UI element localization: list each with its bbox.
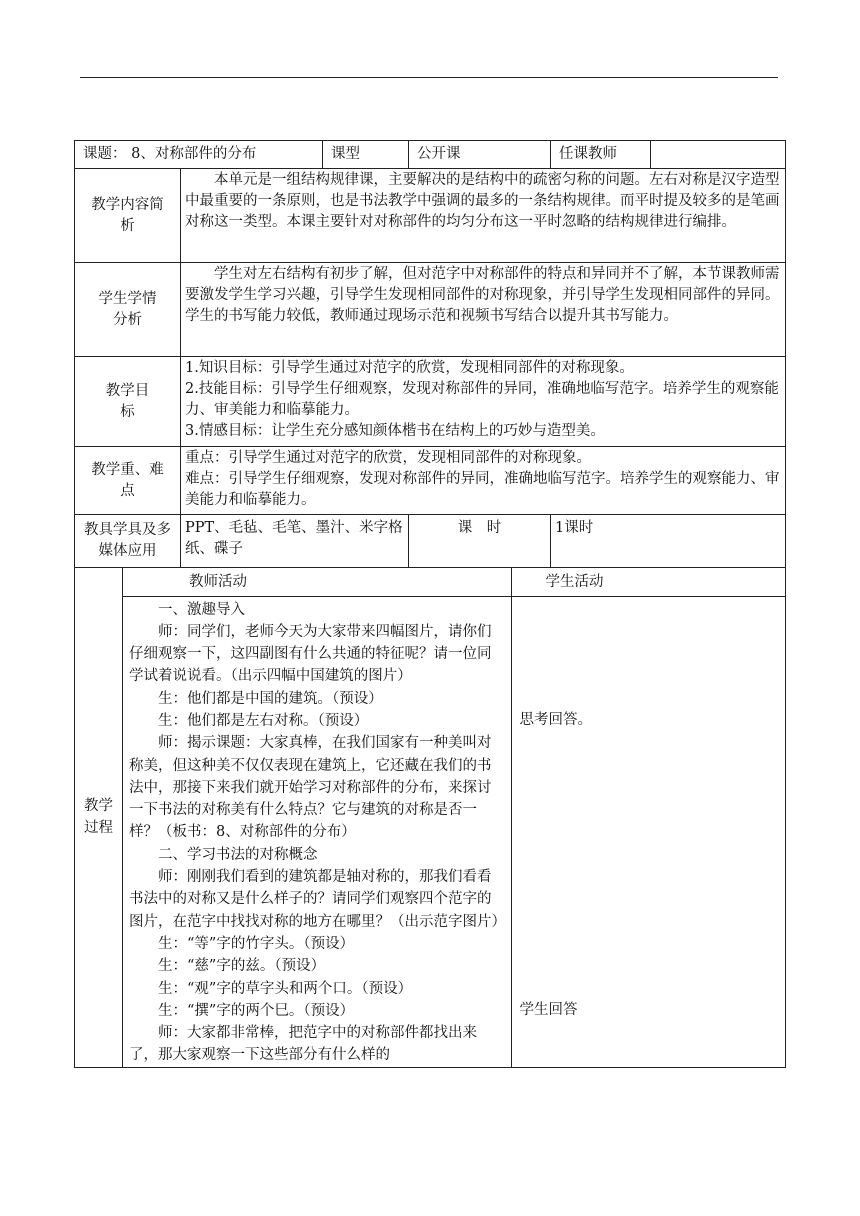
- student-answer: 学生回答: [519, 1001, 578, 1018]
- lesson-plan-table: [74, 140, 786, 1068]
- teacher-paragraph: 生：“等”字的竹字头。（预设）: [158, 935, 355, 952]
- teacher-paragraph: 师：刚刚我们看到的建筑都是轴对称的，那我们看看书法中的对称又是什么样子的？请同学们观察四个范字的图片，在范字中找找对称的地方在哪里？（出示范字图片）: [129, 869, 506, 930]
- key-points-cell: [181, 447, 786, 515]
- student-answer: 思考回答。: [519, 711, 592, 728]
- objective-item: 1.知识目标：引导学生通过对范字的欣赏，发现相同部件的对称现象。: [185, 360, 634, 376]
- process-inner-table: [123, 568, 785, 1067]
- materials-label: 教具学具及多媒体应用: [75, 515, 181, 568]
- process-label: 教学过程: [75, 568, 123, 1068]
- objective-item: 3.情感目标：让学生充分感知颜体楷书在结构上的巧妙与造型美。: [185, 423, 605, 439]
- content-analysis-text: 本单元是一组结构规律课，主要解决的是结构中的疏密匀称的问题。左右对称是汉字造型中最重要的一条原则，也是书法教学中强调的最多的一条结构规律。而平时提及较多的是笔画对称这一类型。本课主要针对对称部件的均匀分布这一平时忽略的结构规律进行编排。: [181, 169, 786, 263]
- process-content-row: [123, 596, 785, 1067]
- objective-item: 2.技能目标：引导学生仔细观察，发现对称部件的异同，准确地临写范字。培养学生的观察能力、审美能力和临摹能力。: [185, 381, 779, 418]
- header-rule: [80, 77, 778, 78]
- materials-value: PPT、毛毡、毛笔、墨汁、米字格纸、碟子: [181, 515, 409, 568]
- student-activity-content: [511, 596, 785, 1067]
- difficult-point-text: 难点：引导学生仔细观察，发现对称部件的异同，准确地临写范字。培养学生的观察能力、审美能力和临摹能力。: [185, 471, 780, 508]
- content-analysis-row: [75, 169, 786, 263]
- teacher-paragraph: 二、学习书法的对称概念: [158, 846, 318, 863]
- teacher-label: 任课教师: [559, 146, 618, 162]
- process-cell: [123, 568, 786, 1068]
- objectives-cell: [181, 357, 786, 447]
- materials-row: [75, 515, 786, 568]
- student-activity-header: 学生活动: [511, 568, 785, 596]
- key-point-text: 重点：引导学生通过对范字的欣赏，发现相同部件的对称现象。: [185, 450, 591, 466]
- process-row: [75, 568, 786, 1068]
- content-analysis-label: 教学内容简析: [75, 169, 181, 263]
- process-header-row: [123, 568, 785, 596]
- teacher-paragraph: 一、激趣导入: [158, 601, 245, 618]
- objectives-row: [75, 357, 786, 447]
- teacher-paragraph: 生：“观”字的草字头和两个口。（预设）: [158, 980, 413, 997]
- teacher-paragraph: 师：同学们，老师今天为大家带来四幅图片，请你们仔细观察一下，这四副图有什么共通的特征呢？请一位同学试着说说看。（出示四幅中国建筑的图片）: [129, 623, 492, 685]
- teacher-label-cell: [551, 141, 651, 169]
- course-title-cell: [75, 141, 323, 169]
- teacher-paragraph: 师：大家都非常棒，把范字中的对称部件都找出来了，那大家观察一下这些部分有什么样的: [129, 1025, 477, 1064]
- course-title-label: 课题：: [83, 146, 127, 162]
- teacher-paragraph: 生：他们都是左右对称。（预设）: [158, 712, 369, 729]
- course-title-value: 8、对称部件的分布: [131, 146, 257, 162]
- student-analysis-row: [75, 263, 786, 357]
- teacher-activity-header: 教师活动: [123, 568, 511, 596]
- teacher-activity-content: [123, 596, 511, 1067]
- student-analysis-text: 学生对左右结构有初步了解，但对范字中对称部件的特点和异同并不了解，本节课教师需要激发学生学习兴趣，引导学生发现相同部件的对称现象，并引导学生发现相同部件的异同。学生的书写能力较低，教师通过现场示范和视频书写结合以提升其书写能力。: [181, 263, 786, 357]
- teacher-value: [651, 141, 786, 169]
- hours-label: 课 时: [409, 515, 551, 568]
- course-type-label: 课型: [323, 141, 409, 169]
- objectives-label: 教学目标: [75, 357, 181, 447]
- key-points-label: 教学重、难点: [75, 447, 181, 515]
- student-analysis-label: 学生学情分析: [75, 263, 181, 357]
- course-type-value: 公开课: [409, 141, 551, 169]
- teacher-paragraph: 生：他们都是中国的建筑。（预设）: [158, 690, 383, 707]
- header-row: [75, 141, 786, 169]
- teacher-paragraph: 生：“撰”字的两个巳。（预设）: [158, 1002, 355, 1019]
- teacher-paragraph: 师：揭示课题：大家真棒，在我们国家有一种美叫对称美，但这种美不仅仅表现在建筑上，它还藏在我们的书法中，那接下来我们就开始学习对称部件的分布，来探讨一下书法的对称美有什么特点？它与建筑的对称是否一样？（板书：8、对称部件的分布）: [129, 735, 492, 841]
- hours-value: 1课时: [551, 515, 786, 568]
- key-points-row: [75, 447, 786, 515]
- teacher-paragraph: 生：“慈”字的兹。（预设）: [158, 958, 326, 975]
